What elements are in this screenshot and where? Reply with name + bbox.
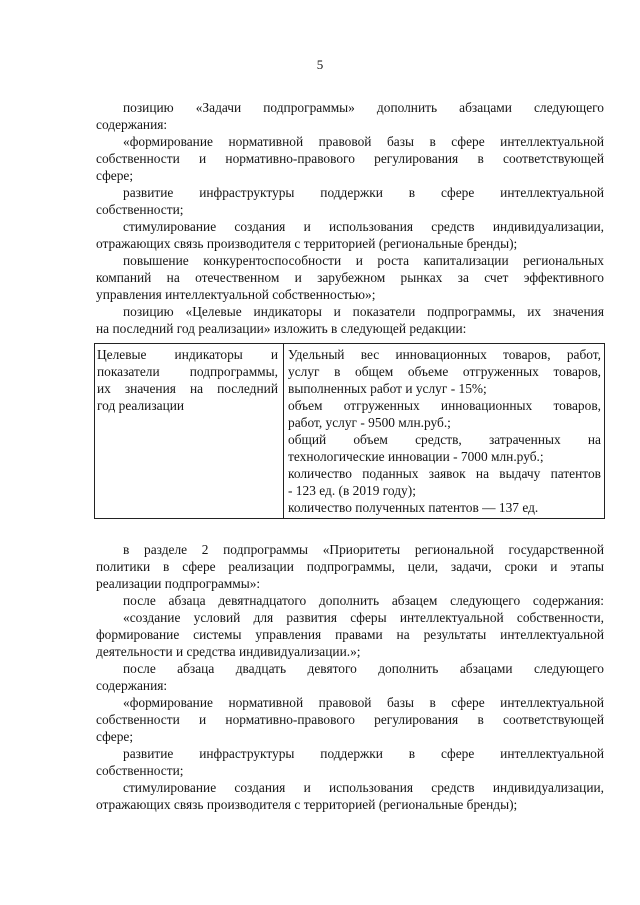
paragraph-line: развитие инфраструктуры поддержки в сфере интеллектуальной	[123, 185, 604, 200]
table-cell-value-line: технологические инновации - 7000 млн.руб.;	[288, 449, 544, 464]
table-cell-value-line: общий объем средств, затраченных на	[288, 432, 601, 447]
table-cell-label-line: показатели подпрограммы,	[97, 364, 278, 379]
paragraph-line: «формирование нормативной правовой базы в сфере интеллектуальной	[123, 695, 604, 710]
paragraph-line: «создание условий для развития сферы интеллектуальной собственности,	[123, 610, 604, 625]
paragraph-line: повышение конкурентоспособности и роста капитализации региональных	[123, 253, 604, 268]
table-cell-label-line: год реализации	[97, 398, 185, 413]
paragraph-line: стимулирование создания и использования средств индивидуализации,	[123, 780, 604, 795]
paragraph-line: содержания:	[96, 678, 168, 693]
table-cell-label-line: их значения на последний	[97, 381, 278, 396]
paragraph-line: позицию «Задачи подпрограммы» дополнить абзацами следующего	[123, 100, 604, 115]
paragraph-line: деятельности и средства индивидуализации.»;	[96, 644, 361, 659]
table-cell-value-line: выполненных работ и услуг - 15%;	[288, 381, 487, 396]
table-column-divider	[283, 344, 284, 518]
paragraph-line: сфере;	[96, 168, 134, 183]
paragraph-line: «формирование нормативной правовой базы в сфере интеллектуальной	[123, 134, 604, 149]
paragraph-line: после абзаца девятнадцатого дополнить абзацем следующего содержания:	[123, 593, 604, 608]
table-cell-value-line: количество полученных патентов — 137 ед.	[288, 500, 539, 515]
table-cell-value-line: количество поданных заявок на выдачу патентов	[288, 466, 601, 481]
paragraph-line: отражающих связь производителя с территорией (региональные бренды);	[96, 236, 518, 251]
table-cell-value-line: услуг в общем объеме отгруженных товаров,	[288, 364, 601, 379]
paragraph-line: собственности;	[96, 763, 184, 778]
paragraph-line: содержания:	[96, 117, 168, 132]
page-number: 5	[316, 57, 324, 72]
table-cell-value-line: объем отгруженных инновационных товаров,	[288, 398, 601, 413]
paragraph-line: после абзаца двадцать девятого дополнить абзацами следующего	[123, 661, 604, 676]
paragraph-line: управления интеллектуальной собственностью»;	[96, 287, 376, 302]
paragraph-line: собственности и нормативно-правового регулирования в соответствующей	[96, 712, 604, 727]
paragraph-line: позицию «Целевые индикаторы и показатели подпрограммы, их значения	[123, 304, 604, 319]
paragraph-line: на последний год реализации» изложить в следующей редакции:	[96, 321, 467, 336]
paragraph-line: стимулирование создания и использования средств индивидуализации,	[123, 219, 604, 234]
paragraph-line: в разделе 2 подпрограммы «Приоритеты региональной государственной	[123, 542, 604, 557]
paragraph-line: реализации подпрограммы»:	[96, 576, 261, 591]
paragraph-line: компаний на отечественном и зарубежном рынках за счет эффективного	[96, 270, 604, 285]
table-cell-label-line: Целевые индикаторы и	[97, 347, 278, 362]
table-cell-value-line: - 123 ед. (в 2019 году);	[288, 483, 416, 498]
paragraph-line: политики в сфере реализации подпрограммы, цели, задачи, сроки и этапы	[96, 559, 604, 574]
paragraph-line: развитие инфраструктуры поддержки в сфере интеллектуальной	[123, 746, 604, 761]
paragraph-line: собственности и нормативно-правового регулирования в соответствующей	[96, 151, 604, 166]
paragraph-line: отражающих связь производителя с территорией (региональные бренды);	[96, 797, 518, 812]
paragraph-line: собственности;	[96, 202, 184, 217]
paragraph-line: сфере;	[96, 729, 134, 744]
paragraph-line: формирование системы управления правами на результаты интеллектуальной	[96, 627, 604, 642]
table-cell-value-line: Удельный вес инновационных товаров, работ,	[288, 347, 601, 362]
table-cell-value-line: работ, услуг - 9500 млн.руб.;	[288, 415, 451, 430]
indicators-table	[94, 343, 605, 519]
